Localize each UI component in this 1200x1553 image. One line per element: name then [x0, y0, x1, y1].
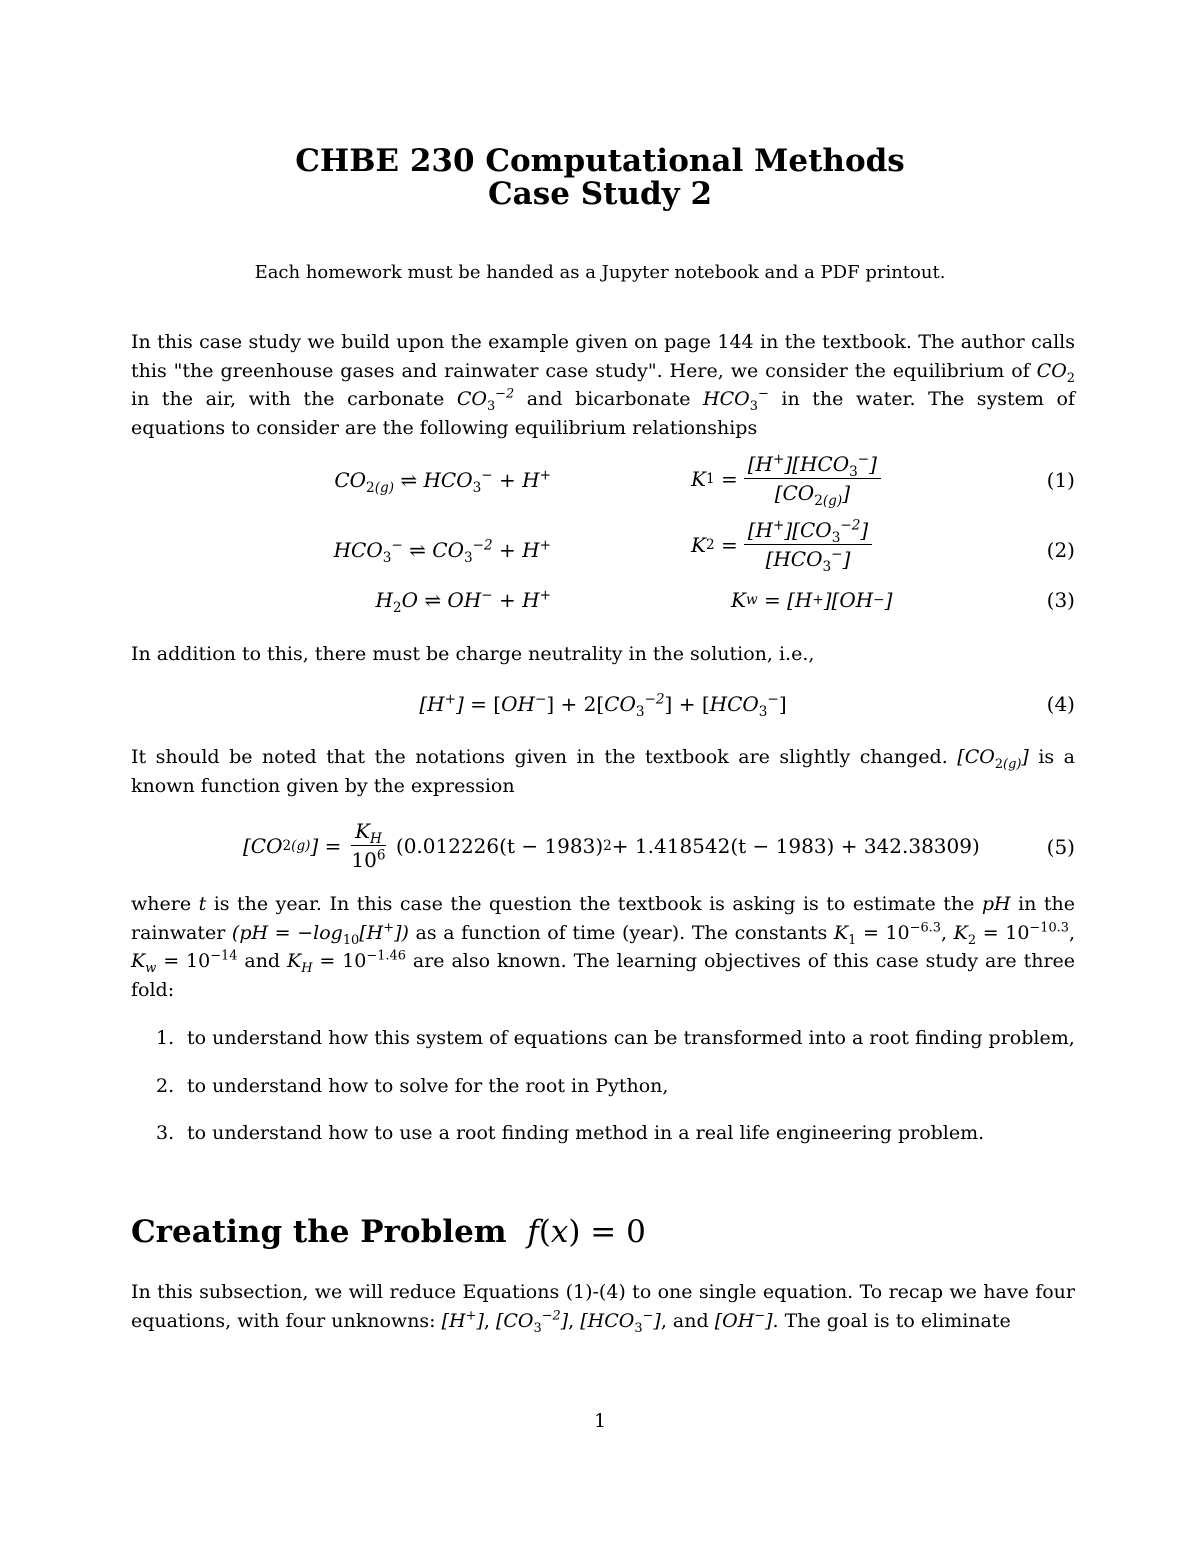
- equation-3: $H_2O$ ⇌ OH− + H+ K w = [H + ][OH − ] (3): [375, 587, 1075, 616]
- submission-note: Each homework must be handed as a Jupyter notebook and a PDF printout.: [254, 262, 946, 283]
- where-text-5: are also known. The learning objectives of this case study are three fold:: [131, 950, 1076, 1001]
- charge-neutrality-text: In addition to this, there must be charge neutrality in the solution, i.e.,: [131, 643, 815, 665]
- where-text: where: [131, 893, 192, 915]
- intro-text-3: and bicarbonate: [514, 388, 704, 410]
- section-heading: Creating the Problem f(x) = 0: [131, 1214, 646, 1250]
- intro-text: In this case study we build upon the example given on page 144 in the textbook. The author calls this "the greenhouse gases and rainwater case study". Here, we consider the equilibrium of: [131, 331, 1075, 382]
- list-item-number: 1.: [156, 1027, 175, 1049]
- list-item: [131, 1072, 1075, 1101]
- list-item: [131, 1024, 1075, 1053]
- intro-text-4: in the water. The system of equations to consider are the following equilibrium relationships: [131, 388, 1076, 439]
- page-number: 1: [593, 1410, 607, 1432]
- intro-paragraph: In this case study we build upon the example given on page 144 in the textbook. The author calls this "the greenhouse gases and rainwater case study". Here, we consider the equilibrium of $CO_2$ in the air, with the carbonate $CO_3^{-2}$ and bicarbonate $HCO_3^-$ in the water. The system of equations to consider are the following equilibrium relationships: [131, 331, 1076, 439]
- list-item: [131, 1119, 1075, 1148]
- where-text-2: is the year. In this case the question the textbook is asking is to estimate the: [213, 893, 975, 915]
- equation-5-poly: (0.012226(t − 1983): [395, 833, 604, 858]
- document-subtitle: Case Study 2: [487, 176, 713, 212]
- notation-text-2: is a known function given by the expression: [131, 746, 1075, 797]
- list-item-text: to understand how to solve for the root in Python,: [187, 1074, 669, 1097]
- equation-5-number: (5): [1046, 835, 1075, 859]
- list-item-number: 3.: [156, 1122, 175, 1144]
- equation-2: $HCO_3^-$ ⇌ $CO_3^{-2} + H^+$ K 2 = $\frac{[H^+][CO_3^{-2}]}{[HCO_3^-]}$ (2): [333, 517, 1075, 575]
- where-text-4: as a function of time (year). The constants: [415, 921, 828, 944]
- equation-5: [CO 2 (g) ] = $\frac{K_H}{10^6}$ (0.012226(t − 1983) 2 + 1.418542(t − 1983) + 342.38309) (5): [243, 819, 1075, 872]
- section-title: Creating the Problem: [131, 1214, 507, 1250]
- list-item-text: to understand how this system of equations can be transformed into a root finding problem,: [187, 1027, 1075, 1049]
- equation-1-number: (1): [1046, 468, 1075, 492]
- list-item-text: to understand how to use a root finding method in a real life engineering problem.: [187, 1122, 985, 1144]
- section-intro-paragraph: In this subsection, we will reduce Equations (1)-(4) to one single equation. To recap we have four equations, with four unknowns: [H+], $[CO_3^{-2}]$, $[HCO_3^-]$, and [OH−]. The goal is to eliminate: [131, 1281, 1075, 1336]
- document-title: CHBE 230 Computational Methods: [295, 143, 905, 179]
- objectives-list: [131, 1024, 1075, 1167]
- where-paragraph: where t is the year. In this case the question the textbook is asking is to estimate the pH in the rainwater $(pH = -\log_{10}[H^+])$ as a function of time (year). The constants $K_1 = 10^{-6.3}$, $K_2 = 10^{-10.3}$, $K_w = 10^{-14}$ and $K_H = 10^{-1.46}$ are also known. The learning objectives of this case study are three fold:: [131, 893, 1076, 1001]
- equation-4-number: (4): [1046, 692, 1075, 716]
- notation-text: It should be noted that the notations given in the textbook are slightly changed.: [131, 746, 948, 768]
- equation-2-number: (2): [1046, 538, 1075, 562]
- equation-1: $CO_{2(g)}$ ⇌ $HCO_3^- + H^+$ K 1 = $\frac{[H^+][HCO_3^-]}{[CO_{2(g)}]}$ (1): [334, 451, 1075, 509]
- intro-text-2: in the air, with the carbonate: [131, 388, 457, 410]
- list-item-number: 2.: [156, 1074, 175, 1097]
- where-text-3: in the rainwater: [131, 893, 1076, 944]
- equation-3-number: (3): [1046, 588, 1075, 612]
- equation-4: $[H^+] = [OH^-] + 2[CO_3^{-2}] + [HCO_3^-]$ (4): [419, 691, 1075, 720]
- section-intro-text: In this subsection, we will reduce Equations (1)-(4) to one single equation. To recap we have four equations, with four unknowns:: [131, 1281, 1075, 1332]
- section-intro-text-2: The goal is to eliminate: [784, 1309, 1011, 1332]
- equation-5-poly-2: + 1.418542(t − 1983) + 342.38309): [611, 833, 980, 858]
- notation-paragraph: It should be noted that the notations given in the textbook are slightly changed. $[CO_{2(g)}]$ is a known function given by the expression: [131, 746, 1075, 797]
